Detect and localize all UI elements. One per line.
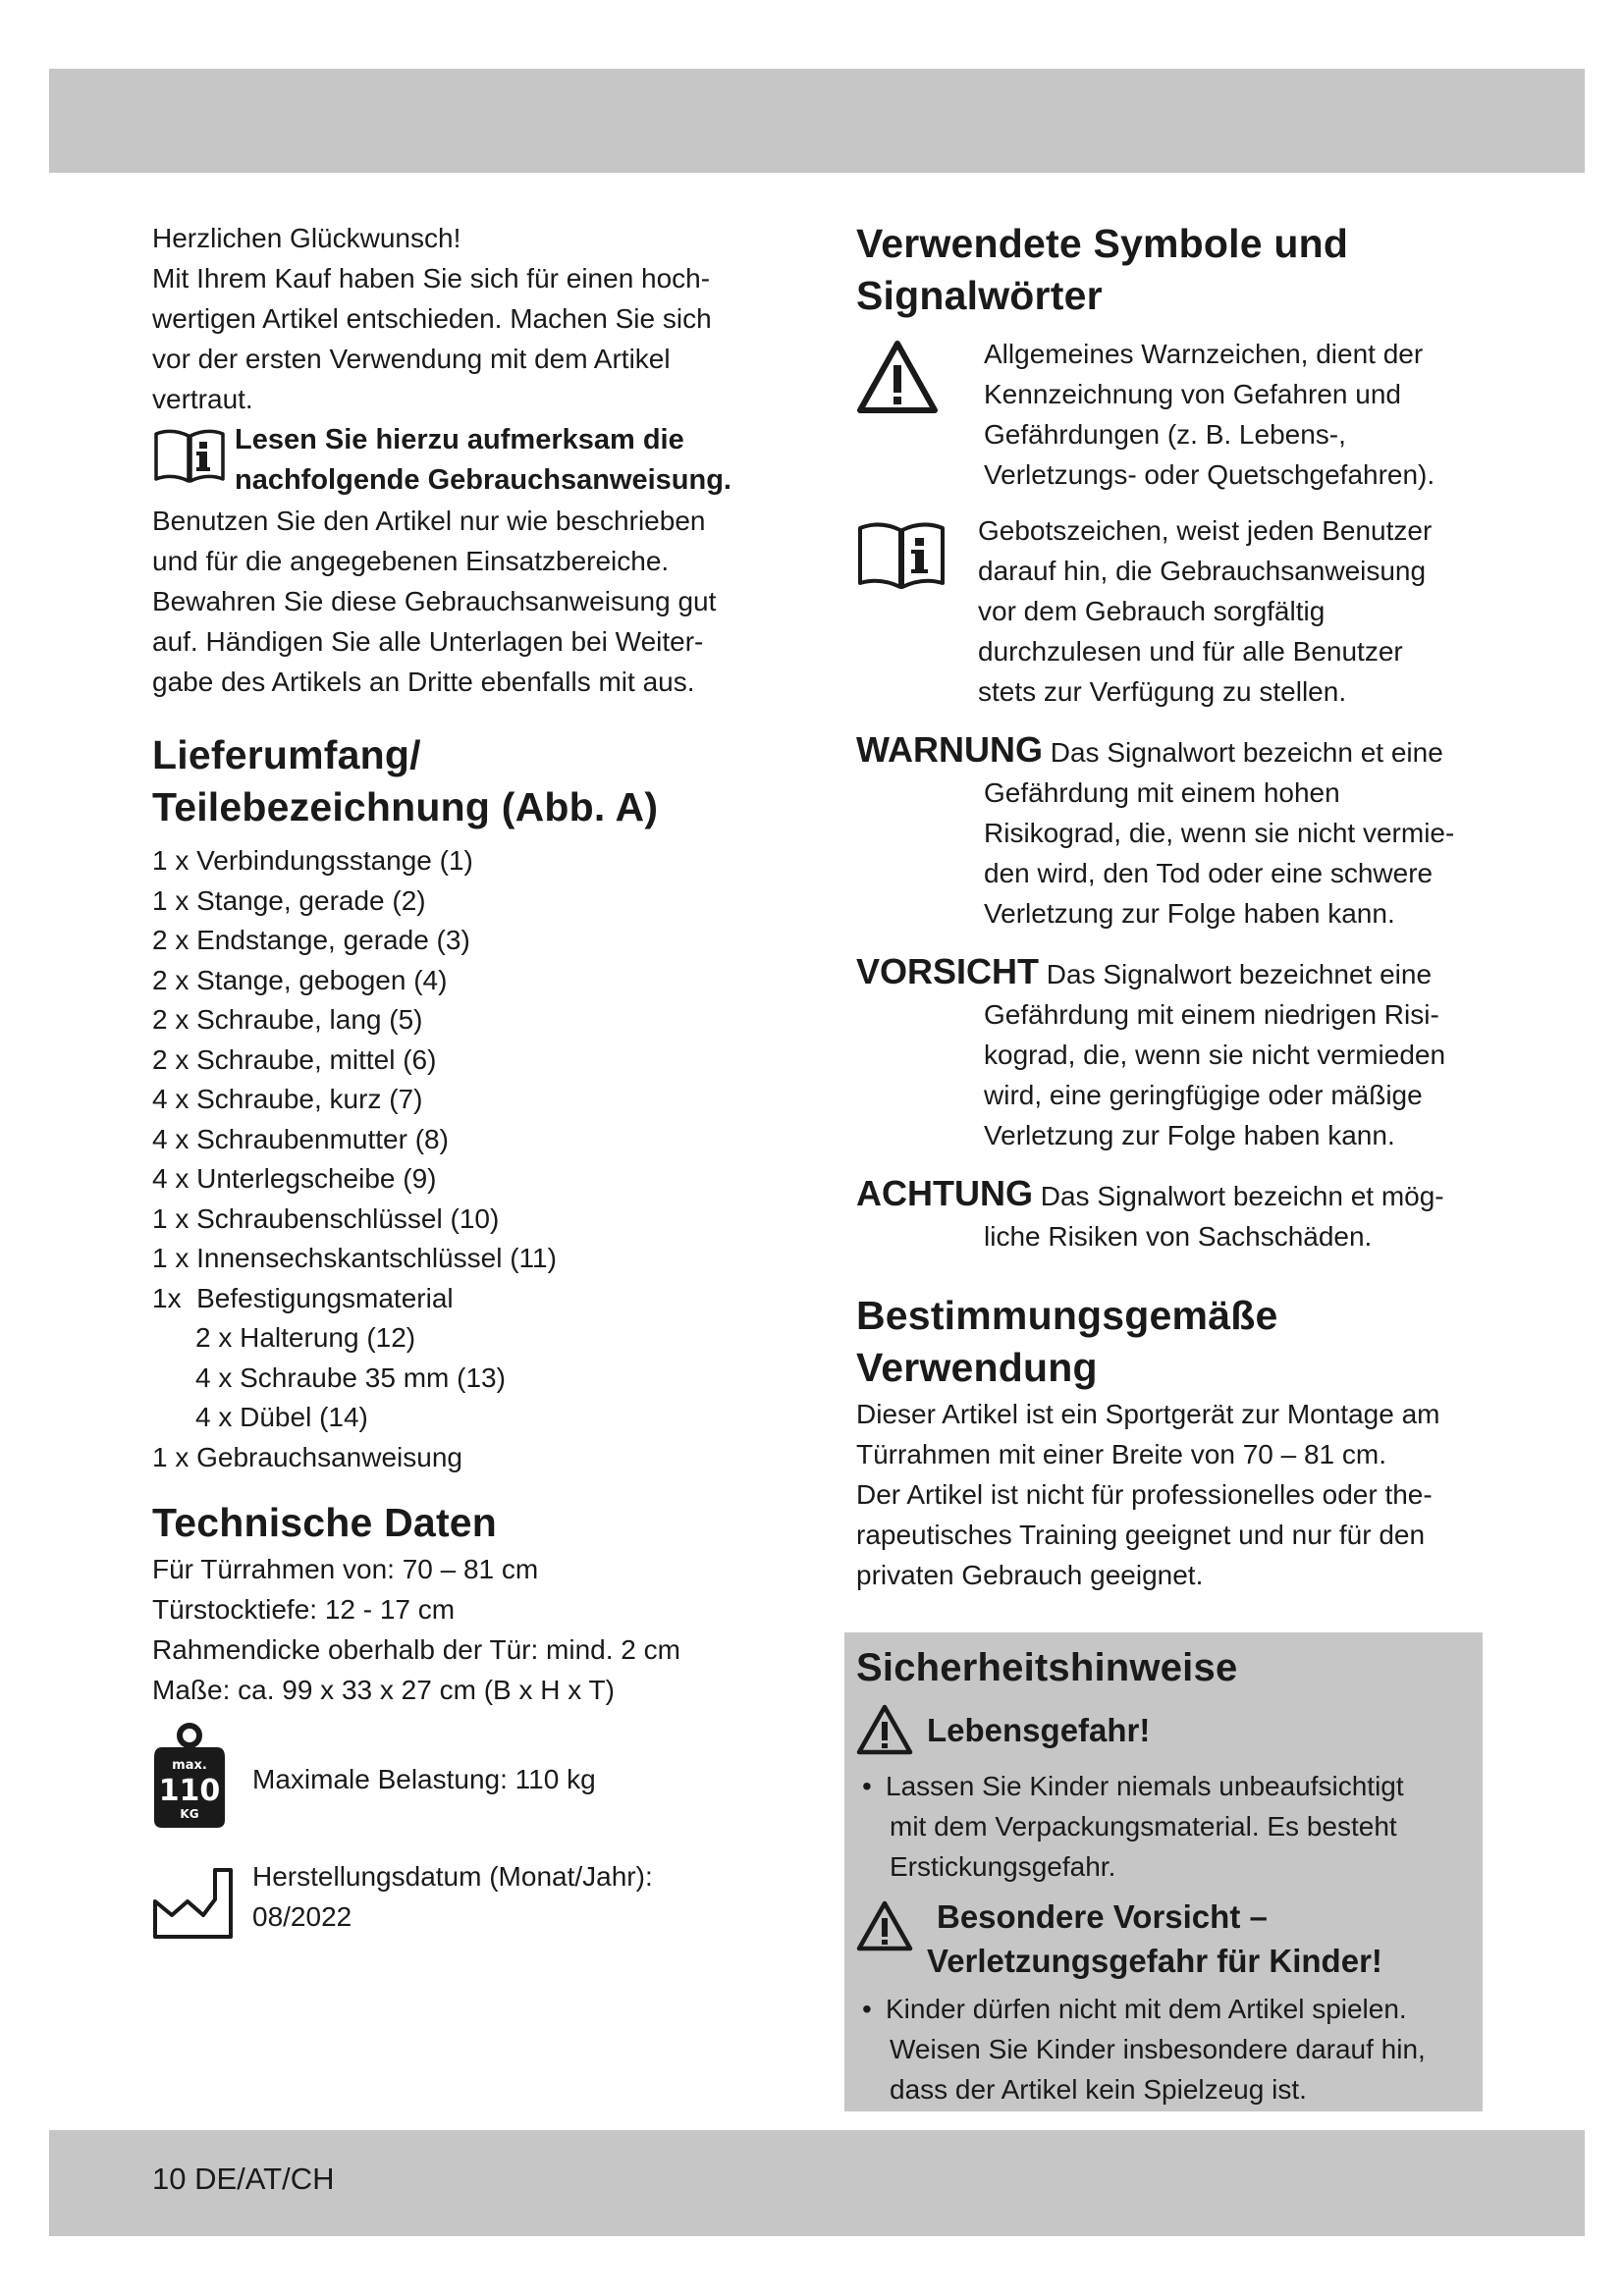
symbols-heading: Signalwörter — [856, 273, 1103, 318]
page-number: 10 DE/AT/CH — [152, 2162, 335, 2196]
intended-use-line: Türrahmen mit einer Breite von 70 – 81 cm. — [856, 1439, 1387, 1469]
bullet-line — [856, 1766, 1465, 1806]
danger-title-row — [856, 1704, 1465, 1760]
list-item: 4 x Dübel (14) — [195, 1402, 368, 1432]
read-manual-icon — [856, 520, 978, 596]
signal-word: VORSICHT — [856, 951, 1040, 991]
header-band — [49, 69, 1585, 173]
warning-triangle-icon — [856, 340, 984, 419]
list-item: 4 x Schraubenmutter (8) — [152, 1123, 449, 1154]
intended-use-heading: Verwendung — [856, 1345, 1098, 1390]
read-notice-line: Lesen Sie hierzu aufmerksam die — [235, 424, 684, 455]
mandatory-sign-line: stets zur Verfügung zu stellen. — [978, 676, 1347, 707]
weight-icon-unit: KG — [180, 1807, 199, 1821]
bullet-line — [856, 1989, 1465, 2029]
usage-line: auf. Händigen Sie alle Unterlagen bei Weiter- — [152, 626, 704, 657]
usage-line: Benutzen Sie den Artikel nur wie beschrieben — [152, 506, 706, 536]
safety-heading: Sicherheitshinweise — [856, 1646, 1238, 1689]
warning-sign-line: Gefährdungen (z. B. Lebens-, — [984, 419, 1346, 450]
caution-bullet — [856, 1989, 1465, 2109]
list-item: 2 x Stange, gebogen (4) — [152, 964, 448, 995]
intended-use-line: Dieser Artikel ist ein Sportgerät zur Montage am — [856, 1399, 1440, 1429]
intro-line: vertraut. — [152, 384, 253, 414]
signal-word: WARNUNG — [856, 729, 1043, 770]
read-notice — [152, 420, 800, 501]
bullet-dot: • — [862, 1771, 872, 1801]
list-item: 1 x Stange, gerade (2) — [152, 884, 426, 916]
list-item: 2 x Schraube, mittel (6) — [152, 1043, 437, 1075]
left-column — [152, 218, 800, 1944]
delivery-heading: Lieferumfang/ — [152, 732, 421, 777]
caution-title-row — [856, 1895, 1465, 1983]
warning-sign-line: Allgemeines Warnzeichen, dient der — [984, 339, 1424, 369]
intro-line: Mit Ihrem Kauf haben Sie sich für einen hoch- — [152, 263, 711, 294]
max-load-text: Maximale Belastung: 110 kg — [252, 1764, 596, 1794]
list-item: 2 x Endstange, gerade (3) — [152, 925, 470, 955]
warning-triangle-icon — [856, 1704, 913, 1760]
max-load-row — [152, 1722, 800, 1835]
list-item: 4 x Schraube, kurz (7) — [152, 1084, 423, 1114]
intro-line: vor der ersten Verwendung mit dem Artikel — [152, 344, 671, 374]
mandatory-sign-line: durchzulesen und für alle Benutzer — [978, 636, 1403, 667]
usage-line: gabe des Artikels an Dritte ebenfalls mit aus. — [152, 667, 695, 697]
safety-box — [844, 1632, 1483, 2111]
bullet-line: Erstickungsgefahr. — [890, 1851, 1116, 1882]
weight-icon-value: 110 — [158, 1774, 221, 1808]
usage-line: Bewahren Sie diese Gebrauchsanweisung gut — [152, 586, 717, 616]
bullet-line: Weisen Sie Kinder insbesondere darauf hin, — [890, 2034, 1426, 2064]
list-item: 1 x Innensechskantschlüssel (11) — [152, 1243, 557, 1273]
greeting: Herzlichen Glückwunsch! — [152, 223, 461, 253]
list-item: 2 x Schraube, lang (5) — [152, 1004, 423, 1035]
warning-sign-line: Kennzeichnung von Gefahren und — [984, 379, 1401, 409]
delivery-list — [152, 841, 800, 1477]
signal-word-warnung — [856, 729, 1485, 934]
weight-icon — [152, 1722, 227, 1835]
caution-title: Verletzungsgefahr für Kinder! — [927, 1943, 1382, 1979]
list-item: 1 x Schraubenschlüssel (10) — [152, 1202, 500, 1234]
list-item: 4 x Unterlegscheibe (9) — [152, 1163, 437, 1194]
manufacture-date-row — [152, 1856, 800, 1944]
tech-heading: Technische Daten — [152, 1500, 498, 1545]
list-item: 4 x Schraube 35 mm (13) — [195, 1362, 506, 1393]
intended-use-line: rapeutisches Training geeignet und nur für den — [856, 1520, 1426, 1550]
intended-use-line: privaten Gebrauch geeignet. — [856, 1560, 1204, 1590]
list-item: 2 x Halterung (12) — [195, 1322, 416, 1353]
warning-sign-row — [856, 334, 1485, 495]
signal-word-description: Das Signalwort bezeichnet eine Gefährdung mit einem niedrigen Risi-kograd, die, wenn sie nicht vermieden wird, eine geringfügige oder mäßige Verletzung zur Folge haben kann. — [984, 959, 1446, 1150]
warning-sign-line: Verletzungs- oder Quetschgefahren). — [984, 459, 1435, 490]
tech-line: Maße: ca. 99 x 33 x 27 cm (B x H x T) — [152, 1675, 615, 1705]
symbols-heading: Verwendete Symbole und — [856, 221, 1349, 266]
mandatory-sign-line: Gebotszeichen, weist jeden Benutzer — [978, 515, 1433, 546]
bullet-line: mit dem Verpackungsmaterial. Es besteht — [890, 1811, 1397, 1842]
tech-line: Türstocktiefe: 12 - 17 cm — [152, 1594, 456, 1625]
intended-use-heading: Bestimmungsgemäße — [856, 1293, 1278, 1338]
mandatory-sign-row — [856, 510, 1485, 712]
read-notice-line: nachfolgende Gebrauchsanweisung. — [235, 464, 731, 496]
manufacture-date-line: Herstellungsdatum (Monat/Jahr): — [252, 1861, 653, 1892]
delivery-heading: Teilebezeichnung (Abb. A) — [152, 784, 659, 829]
weight-icon-top: max. — [172, 1758, 207, 1773]
bullet-text: Lassen Sie Kinder niemals unbeaufsichtigt — [886, 1771, 1404, 1801]
bullet-line: dass der Artikel kein Spielzeug ist. — [890, 2074, 1307, 2105]
usage-line: und für die angegebenen Einsatzbereiche. — [152, 546, 670, 576]
manufacture-date-value: 08/2022 — [252, 1901, 352, 1932]
list-item: 1 x Verbindungsstange (1) — [152, 845, 473, 876]
intended-use-line: Der Artikel ist nicht für professionelles oder the- — [856, 1479, 1433, 1510]
warning-triangle-icon — [856, 1900, 913, 1956]
mandatory-sign-line: vor dem Gebrauch sorgfältig — [978, 596, 1326, 626]
intro-line: wertigen Artikel entschieden. Machen Sie sich — [152, 303, 712, 334]
manufacture-date-icon — [152, 1866, 235, 1944]
signal-word: ACHTUNG — [856, 1173, 1033, 1213]
mandatory-sign-line: darauf hin, die Gebrauchsanweisung — [978, 556, 1427, 586]
danger-title: Lebensgefahr! — [927, 1712, 1151, 1748]
tech-line: Rahmendicke oberhalb der Tür: mind. 2 cm — [152, 1634, 680, 1665]
bullet-dot: • — [862, 1994, 872, 2024]
signal-word-achtung — [856, 1173, 1485, 1256]
signal-word-description: Das Signalwort bezeichn et mög-liche Risiken von Sachschäden. — [984, 1181, 1444, 1252]
read-manual-icon — [152, 428, 227, 490]
list-item: 1 x Gebrauchsanweisung — [152, 1441, 462, 1472]
right-column — [856, 218, 1485, 1595]
tech-line: Für Türrahmen von: 70 – 81 cm — [152, 1554, 539, 1584]
list-item: 1x Befestigungsmaterial — [152, 1282, 454, 1313]
signal-word-description: Das Signalwort bezeichn et eine Gefährdung mit einem hohen Risikograd, die, wenn sie nicht vermie-den wird, den Tod oder eine schwere Verletzung zur Folge haben kann. — [984, 737, 1455, 929]
signal-word-vorsicht — [856, 951, 1485, 1155]
bullet-text: Kinder dürfen nicht mit dem Artikel spielen. — [886, 1994, 1407, 2024]
caution-title: Besondere Vorsicht – — [937, 1898, 1268, 1935]
danger-bullet — [856, 1766, 1465, 1887]
